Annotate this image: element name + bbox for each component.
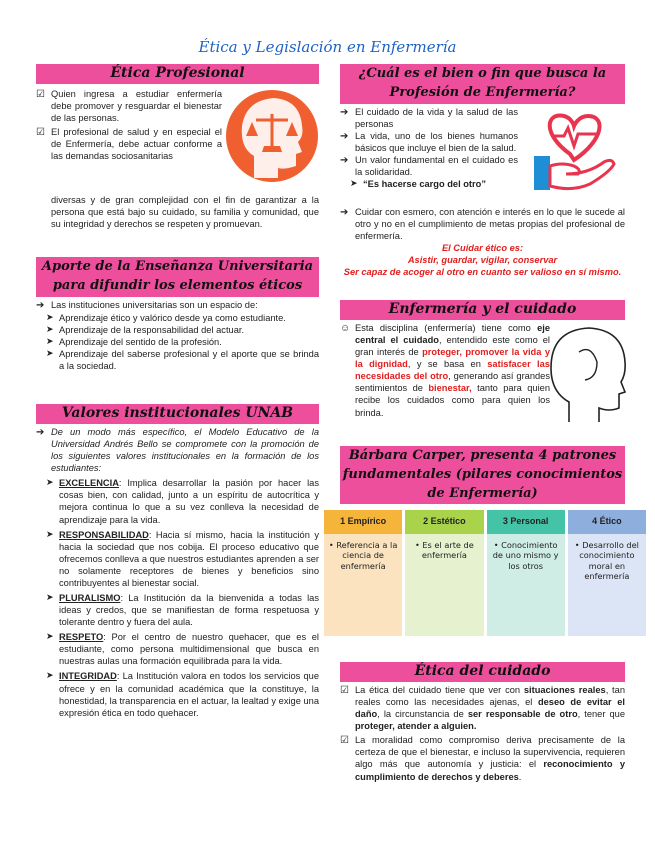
- arrow-right-icon: ➔: [340, 131, 349, 143]
- list-item: ➔ El cuidado de la vida y la salud de las personas: [340, 107, 518, 130]
- carper-header: Bárbara Carper, presenta 4 patrones fundamentales (pilares conocimientos de Enfermería): [340, 446, 625, 504]
- pattern-card-personal: 3 Personal • Conocimiento de uno mismo y los otros: [487, 510, 565, 636]
- list-item: ➔ La vida, uno de los bienes humanos básicos que incluye el bien de la salud.: [340, 131, 518, 154]
- pattern-card-estetico: 2 Estético • Es el arte de enfermería: [405, 510, 483, 636]
- list-item: ➔ Un valor fundamental en el cuidado es la solidaridad.: [340, 155, 518, 178]
- arrow-right-icon: ➔: [340, 107, 349, 118]
- chevron-right-icon: ➤: [46, 477, 54, 488]
- aporte-header: Aporte de la Enseñanza Universitaria para difundir los elementos éticos: [36, 257, 319, 297]
- list-item: ➔ De un modo más específico, el Modelo Educativo de la Universidad Andrés Bello se compromete con la promoción de los siguientes valores institucionales en la formación de los estudiantes:: [36, 427, 319, 474]
- list-item: ➔ Cuidar con esmero, con atención e interés en lo que le sucede al otro y no en el cumplimiento de metas propias del profesional de enfermería.: [340, 207, 625, 242]
- etica-profesional-header: Ética Profesional: [36, 64, 319, 84]
- pattern-card-etico: 4 Ético • Desarrollo del conocimiento moral en enfermería: [568, 510, 646, 636]
- list-item: ➤ PLURALISMO: La Institución da la bienvenida a todas las ideas y credos, que se manifiestan de forma respetuosa y tolerante dentro y fuera del aula.: [46, 592, 319, 628]
- list-item: ➔ Las instituciones universitarias son un espacio de:: [36, 300, 258, 311]
- list-item: ➤ Aprendizaje de la responsabilidad del actuar.: [46, 324, 245, 336]
- list-item: ➤ “Es hacerse cargo del otro”: [350, 178, 486, 190]
- chevron-right-icon: ➤: [350, 178, 358, 189]
- arrow-right-icon: ➔: [340, 155, 349, 167]
- heart-hands-icon: [512, 104, 622, 194]
- list-item: ➤ Aprendizaje del saberse profesional y el aporte que se brinda a la sociedad.: [46, 348, 319, 372]
- chevron-right-icon: ➤: [46, 336, 54, 347]
- etica-cuidado-header: Ética del cuidado: [340, 662, 625, 682]
- list-item: ☑ La moralidad como compromiso deriva precisamente de la certeza de que el bienestar, e incluso la supervivencia, requieren algo más que autonomía y justicia: el reconocimiento y cumplimiento de derechos y deberes.: [340, 735, 625, 782]
- checkbox-icon: ☑: [340, 735, 349, 747]
- chevron-right-icon: ➤: [46, 528, 54, 539]
- chevron-right-icon: ➤: [46, 324, 54, 335]
- checkbox-icon: ☑: [340, 685, 349, 696]
- chevron-right-icon: ➤: [46, 348, 54, 359]
- list-item: ➤ INTEGRIDAD: La Institución valora en todos los servicios que ofrece y en la comunidad académica que la constituye, la honestidad, la transparencia en el actuar, la lealtad y exige una expresión ética en todo quehacer.: [46, 670, 319, 718]
- arrow-right-icon: ➔: [36, 427, 45, 438]
- enfermeria-cuidado-header: Enfermería y el cuidado: [340, 300, 625, 320]
- list-item: ➤ Aprendizaje del sentido de la profesión.: [46, 336, 222, 348]
- list-item: ☑ El profesional de salud y en especial el de Enfermería, debe actuar conforme a las demandas sociosanitarias: [36, 127, 222, 162]
- smiley-icon: ☺: [340, 323, 351, 334]
- head-outline-icon: [545, 322, 630, 424]
- chevron-right-icon: ➤: [46, 592, 54, 603]
- arrow-right-icon: ➔: [36, 300, 45, 311]
- page-title: Ética y Legislación en Enfermería: [198, 38, 457, 56]
- list-item: ➤ RESPETO: Por el centro de nuestro quehacer, que es el estudiante, como persona multidimensional que busca en nuestras aulas una formación equilibrada para la vida.: [46, 631, 319, 667]
- list-item: ➤ EXCELENCIA: Implica desarrollar la pasión por hacer las cosas bien, con calidad, junto a un espíritu de autocrítica y mejora continua lo que a su vez conlleva la necesidad de aprendizaje para la vida.: [46, 477, 319, 525]
- chevron-right-icon: ➤: [46, 312, 54, 322]
- list-item: ☑ Quien ingresa a estudiar enfermería debe promover y resguardar el bienestar de las personas.: [36, 89, 222, 124]
- arrow-right-icon: ➔: [340, 207, 349, 218]
- list-item: ➤ RESPONSABILIDAD: Hacia sí mismo, hacia la institución y hacia la sociedad que nos cobija. El proceso educativo que ofrecemos conlleva a que nuestros estudiantes aprenden a ser no solamente receptores de bienes y beneficios sino contribuyentes al bienestar social.: [46, 528, 319, 588]
- list-item: ➤ Aprendizaje ético y valórico desde ya como estudiante.: [46, 312, 286, 323]
- carper-patterns: [324, 510, 646, 636]
- list-item: ☺ Esta disciplina (enfermería) tiene como eje central el cuidado, entendido este como el gran interés de proteger, promover la vida y la dignidad, y se basa en satisfacer las necesidades del otro, generando así grandes sentimientos de bienestar, tanto para quien recibe los cuidados como para quien los brinda.: [340, 323, 551, 418]
- justice-head-icon: [224, 86, 320, 186]
- bien-header: ¿Cuál es el bien o fin que busca la Profesión de Enfermería?: [340, 64, 625, 104]
- checkbox-icon: ☑: [36, 89, 45, 100]
- chevron-right-icon: ➤: [46, 631, 54, 642]
- valores-header: Valores institucionales UNAB: [36, 404, 319, 424]
- chevron-right-icon: ➤: [46, 670, 54, 681]
- list-item: ☑ La ética del cuidado tiene que ver con situaciones reales, tan reales como las necesidades ajenas, el deseo de evitar el daño, la circunstancia de ser responsable de otro, tener que proteger, atender a alguien.: [340, 685, 626, 732]
- pattern-card-empirico: 1 Empírico • Referencia a la ciencia de enfermería: [324, 510, 402, 636]
- checkbox-icon: ☑: [36, 127, 45, 139]
